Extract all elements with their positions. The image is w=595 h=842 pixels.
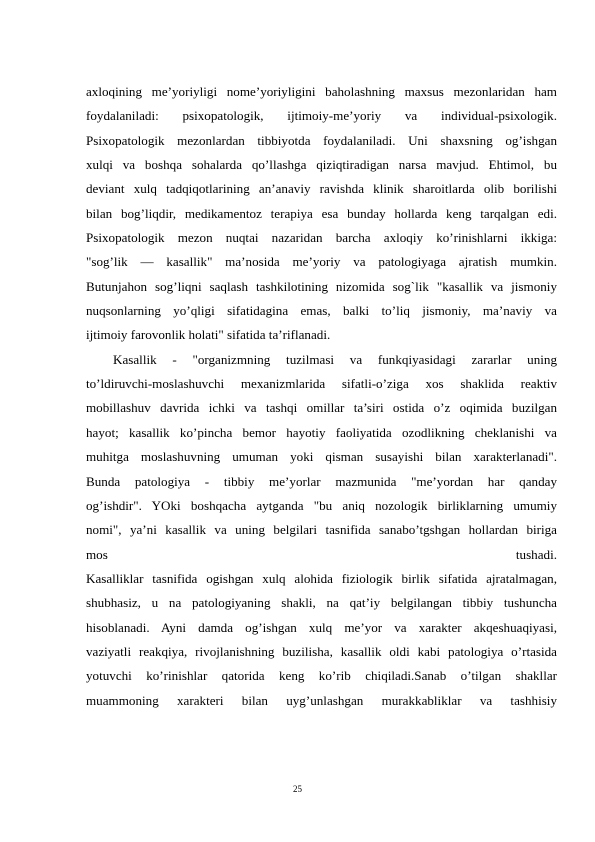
text-line: Psixopatologik mezonlardan tibbiyotda foydalaniladi. Uni shaxsning og’ishgan xyxy=(86,132,557,148)
text-line: Bunda patologiya - tibbiy me’yorlar mazmunida "me’yordan har qanday xyxy=(86,473,557,489)
text-line: muhitga moslashuvning umuman yoki qisman susayishi bilan xarakterlanadi". xyxy=(86,449,557,465)
text-line: muammoning xarakteri bilan uyg’unlashgan murakkabliklar va tashhisiy xyxy=(86,692,557,708)
text-line: Psixopatologik mezon nuqtai nazaridan barcha axloqiy ko’rinishlarni ikkiga: xyxy=(86,230,557,246)
text-line: nuqsonlarning yo’qligi sifatidagina emas, balki to’liq jismoniy, ma’naviy va xyxy=(86,303,557,319)
text-line: og’ishdir". YOki boshqacha aytganda "bu aniq nozologik birliklarning umumiy xyxy=(86,497,557,513)
text-line: shubhasiz, u na patologiyaning shakli, na qat’iy belgilangan tibbiy tushuncha xyxy=(86,595,557,611)
text-line: xulqi va boshqa sohalarda qo’llashga qiziqtiradigan narsa mavjud. Ehtimol, bu xyxy=(86,157,557,173)
text-line: Butunjahon sog’liqni saqlash tashkilotining nizomida sog`lik "kasallik va jismoniy xyxy=(86,278,557,294)
text-line: Kasallik - "organizmning tuzilmasi va funkqiyasidagi zararlar uning xyxy=(113,351,557,367)
page-number: 25 xyxy=(293,784,302,794)
text-line: yotuvchi ko’rinishlar qatorida keng ko’rib chiqiladi.Sanab o’tilgan shakllar xyxy=(86,668,557,684)
text-line: foydalaniladi: psixopatologik, ijtimoiy-me’yoriy va individual-psixologik. xyxy=(86,108,557,124)
text-line: mos tushadi. xyxy=(86,546,557,562)
text-line: hayot; kasallik ko’pincha bemor hayotiy faoliyatida ozodlikning cheklanishi va xyxy=(86,424,557,440)
text-line: axloqining me’yoriyligi nome’yoriyligini baholashning maxsus mezonlaridan ham xyxy=(86,84,557,99)
text-line: bilan bog’liqdir, medikamentoz terapiya esa bunday hollarda keng tarqalgan edi. xyxy=(86,205,557,221)
text-line: deviant xulq tadqiqotlarining an’anaviy ravishda klinik sharoitlarda olib borilishi xyxy=(86,181,557,197)
text-line: mobillashuv davrida ichki va tashqi omillar ta’siri ostida o’z oqimida buzilgan xyxy=(86,400,557,416)
document-page xyxy=(86,80,557,713)
text-line: nomi", ya’ni kasallik va uning belgilari tasnifida sanabo’tgshgan hollardan biriga xyxy=(86,522,557,538)
text-line: "sog’lik — kasallik" ma’nosida me’yoriy va patologiyaga ajratish mumkin. xyxy=(86,254,557,270)
text-line: ijtimoiy farovonlik holati" sifatida ta’riflanadi. xyxy=(86,327,331,343)
text-line: to’ldiruvchi-moslashuvchi mexanizmlarida sifatli-o’ziga xos shaklida reaktiv xyxy=(86,376,557,392)
text-line: vaziyatli reakqiya, rivojlanishning buzilisha, kasallik oldi kabi patologiya o’rtasida xyxy=(86,643,557,659)
text-line: hisoblanadi. Ayni damda og’ishgan xulq me’yor va xarakter akqeshuaqiyasi, xyxy=(86,619,557,635)
text-line: Kasalliklar tasnifida ogishgan xulq alohida fiziologik birlik sifatida ajratalmagan, xyxy=(86,570,557,586)
